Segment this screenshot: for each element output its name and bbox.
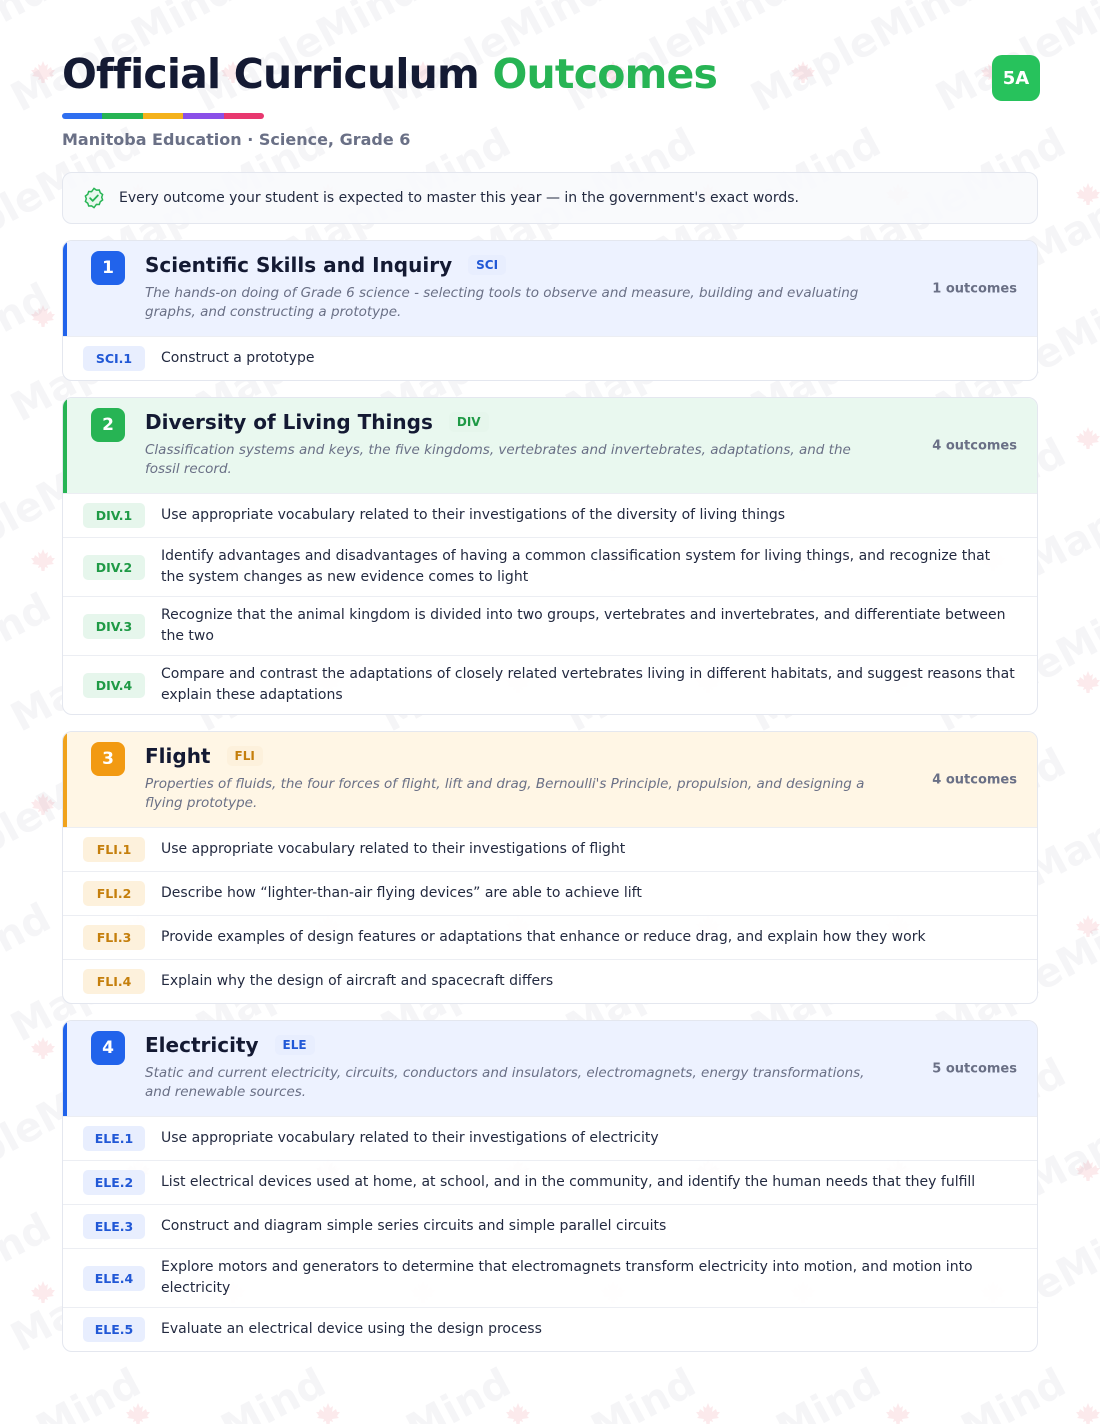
maple-leaf-icon [125,1402,151,1424]
outcome-text: Describe how “lighter-than-air flying devices” are able to achieve lift [161,885,642,901]
section-description: Static and current electricity, circuits, conductors and insulators, electromagnets, energy transformations, and renewable sources. [145,1065,865,1100]
outcome-code: ELE.3 [83,1214,145,1239]
section-number: 1 [91,251,125,285]
section-title: Diversity of Living Things [145,410,433,434]
outcome-row [63,1204,1037,1248]
outcome-row [63,336,1037,380]
section-code-badge: DIV [449,412,489,432]
watermark-text [834,1360,1074,1424]
outcome-row [63,959,1037,1003]
outcome-code: ELE.1 [83,1126,145,1151]
watermark-text [94,1360,334,1424]
section-outcome-count: 4 outcomes [932,772,1017,787]
section-title-row [145,410,887,434]
outcome-code: ELE.2 [83,1170,145,1195]
outcome-code: FLI.3 [83,925,145,950]
maple-leaf-icon [505,1402,531,1424]
section-header [63,241,1037,336]
watermark-text [464,1360,704,1424]
section-card [62,731,1038,1004]
outcome-row [63,655,1037,714]
outcome-text: Evaluate an electrical device using the design process [161,1321,542,1337]
maple-leaf-icon [695,1402,721,1424]
section-description: Properties of fluids, the four forces of flight, lift and drag, Bernoulli's Principle, propulsion, and designing a flying prototype. [145,776,865,811]
outcome-row [63,915,1037,959]
outcome-text: Explain why the design of aircraft and spacecraft differs [161,973,554,989]
outcome-code: DIV.2 [83,555,145,580]
section-description: Classification systems and keys, the five kingdoms, vertebrates and invertebrates, adaptations, and the fossil record. [145,442,851,477]
outcome-code: SCI.1 [83,346,145,371]
outcome-row [63,1116,1037,1160]
sections-list [62,240,1038,1352]
outcome-text: Provide examples of design features or adaptations that enhance or reduce drag, and explain how they work [161,929,926,945]
title-main: Official Curriculum [62,50,479,98]
section-title-row [145,744,887,768]
outcome-text: Construct a prototype [161,350,315,366]
section-card [62,240,1038,381]
intro-text: Every outcome your student is expected to master this year — in the government's exact words. [119,190,800,206]
outcome-text: Compare and contrast the adaptations of closely related vertebrates living in different habitats, and suggest reasons that explain these adaptations [161,666,1015,703]
section-title: Scientific Skills and Inquiry [145,253,453,277]
outcome-text: Identify advantages and disadvantages of having a common classification system for living things, and recognize that the system changes as new evidence comes to light [161,548,991,585]
outcome-text: Use appropriate vocabulary related to their investigations of electricity [161,1130,659,1146]
rainbow-segment [62,113,102,119]
outcome-code: DIV.3 [83,614,145,639]
rainbow-segment [224,113,264,119]
rainbow-segment [102,113,142,119]
intro-banner [62,172,1038,224]
verified-check-icon [83,187,105,209]
watermark-text [1019,1360,1100,1424]
outcome-code: FLI.2 [83,881,145,906]
outcome-code: ELE.4 [83,1266,145,1291]
section-code-badge: ELE [275,1035,315,1055]
section-header [63,1021,1037,1116]
section-number: 4 [91,1031,125,1065]
outcome-row [63,596,1037,655]
outcome-code: FLI.1 [83,837,145,862]
section-outcome-count: 4 outcomes [932,438,1017,453]
section-title: Flight [145,744,211,768]
section-outcome-count: 1 outcomes [932,281,1017,296]
section-description: The hands-on doing of Grade 6 science - selecting tools to observe and measure, building and evaluating graphs, and constructing a prototype. [145,285,859,320]
watermark-text [649,1360,889,1424]
outcome-text: List electrical devices used at home, at school, and in the community, and identify the human needs that they fulfill [161,1174,976,1190]
maple-leaf-icon [1075,1402,1100,1424]
rainbow-underline [62,113,264,119]
rainbow-segment [183,113,223,119]
maple-leaf-icon [315,1402,341,1424]
section-card [62,1020,1038,1352]
page-subtitle: Manitoba Education · Science, Grade 6 [62,130,411,149]
outcome-text: Construct and diagram simple series circuits and simple parallel circuits [161,1218,667,1234]
section-card [62,397,1038,715]
watermark-text [0,1360,148,1424]
outcome-text: Recognize that the animal kingdom is divided into two groups, vertebrates and invertebrates, and differentiate between the two [161,607,1006,644]
section-header [63,398,1037,493]
section-header [63,732,1037,827]
section-code-badge: FLI [227,746,263,766]
section-title-row [145,253,887,277]
maple-leaf-icon [885,1402,911,1424]
rainbow-segment [143,113,183,119]
outcome-text: Use appropriate vocabulary related to their investigations of flight [161,841,626,857]
page-title [62,50,717,98]
outcome-code: FLI.4 [83,969,145,994]
outcome-row [63,871,1037,915]
outcome-row [63,1307,1037,1351]
outcome-code: DIV.4 [83,673,145,698]
section-title: Electricity [145,1033,259,1057]
title-accent: Outcomes [492,50,718,98]
outcome-row [63,1160,1037,1204]
outcome-text: Use appropriate vocabulary related to their investigations of the diversity of living things [161,507,786,523]
outcome-text: Explore motors and generators to determine that electromagnets transform electricity into motion, and motion into electricity [161,1259,973,1296]
outcome-row [63,1248,1037,1307]
page-header [62,0,1038,160]
outcome-row [63,827,1037,871]
section-title-row [145,1033,887,1057]
outcome-row [63,537,1037,596]
grade-badge: 5A [992,55,1040,101]
outcome-row [63,493,1037,537]
section-outcome-count: 5 outcomes [932,1061,1017,1076]
outcome-code: DIV.1 [83,503,145,528]
section-number: 3 [91,742,125,776]
outcome-code: ELE.5 [83,1317,145,1342]
section-number: 2 [91,408,125,442]
watermark-text [279,1360,519,1424]
section-code-badge: SCI [468,255,506,275]
